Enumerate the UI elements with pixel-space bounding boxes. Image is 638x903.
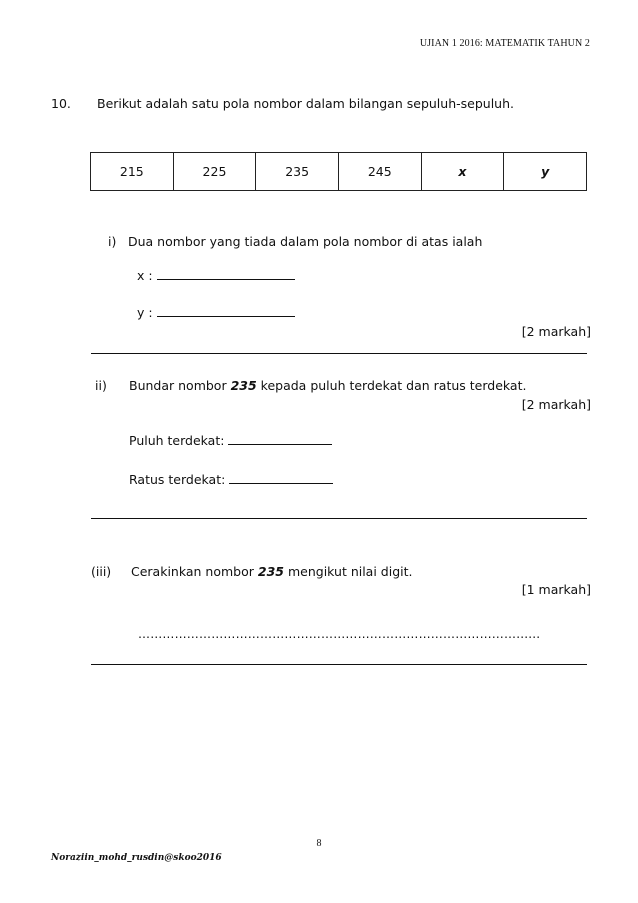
question-text: Berikut adalah satu pola nombor dalam bilangan sepuluh-sepuluh. — [97, 96, 514, 111]
answer-x-label: x : — [137, 268, 153, 283]
answer-y-label: y : — [137, 305, 153, 320]
part-iii-number: 235 — [257, 564, 284, 579]
question-number: 10. — [51, 96, 71, 111]
section-divider — [91, 353, 587, 354]
part-ii-text — [129, 378, 526, 393]
part-ii-text-after: kepada puluh terdekat dan ratus terdekat. — [260, 378, 527, 393]
pattern-cell-2: 225 — [173, 153, 256, 191]
pattern-cell-4: 245 — [338, 153, 421, 191]
author-signature: Noraziin_mohd_rusdin@skoo2016 — [51, 853, 222, 863]
part-iii-label: (iii) — [91, 564, 112, 579]
pattern-cell-y: y — [504, 153, 587, 191]
answer-x-row — [137, 268, 295, 283]
part-ii-number: 235 — [230, 378, 257, 393]
answer-y-blank[interactable] — [157, 305, 295, 317]
part-ii-label: ii) — [95, 378, 107, 393]
hundreds-answer-blank[interactable] — [229, 472, 333, 484]
part-i-marks: [2 markah] — [521, 324, 591, 339]
part-ii-marks: [2 markah] — [521, 397, 591, 412]
pattern-cell-3: 235 — [256, 153, 339, 191]
answer-y-row — [137, 305, 295, 320]
pattern-cell-1: 215 — [91, 153, 174, 191]
number-pattern-table — [90, 152, 587, 191]
answer-x-blank[interactable] — [157, 268, 295, 280]
part-iii-text-after: mengikut nilai digit. — [287, 564, 413, 579]
part-iii-text — [131, 564, 412, 579]
part-i-label: i) — [108, 234, 117, 249]
page-number: 8 — [316, 838, 322, 849]
part-ii-text-before: Bundar nombor — [129, 378, 227, 393]
part-i-text: Dua nombor yang tiada dalam pola nombor di atas ialah — [128, 234, 483, 249]
part-iii-marks: [1 markah] — [521, 582, 591, 597]
number-pattern-row — [91, 153, 587, 191]
section-divider — [91, 518, 587, 519]
hundreds-answer-row — [129, 472, 333, 487]
pattern-cell-x: x — [421, 153, 504, 191]
page-header: UJIAN 1 2016: MATEMATIK TAHUN 2 — [419, 38, 590, 49]
section-divider — [91, 664, 587, 665]
part-iii-text-before: Cerakinkan nombor — [131, 564, 254, 579]
tens-answer-blank[interactable] — [228, 433, 332, 445]
tens-answer-row — [129, 433, 332, 448]
tens-label: Puluh terdekat: — [129, 433, 225, 448]
answer-dotted-line[interactable]: …………………………………………………………………………………...... — [138, 627, 541, 641]
hundreds-label: Ratus terdekat: — [129, 472, 226, 487]
